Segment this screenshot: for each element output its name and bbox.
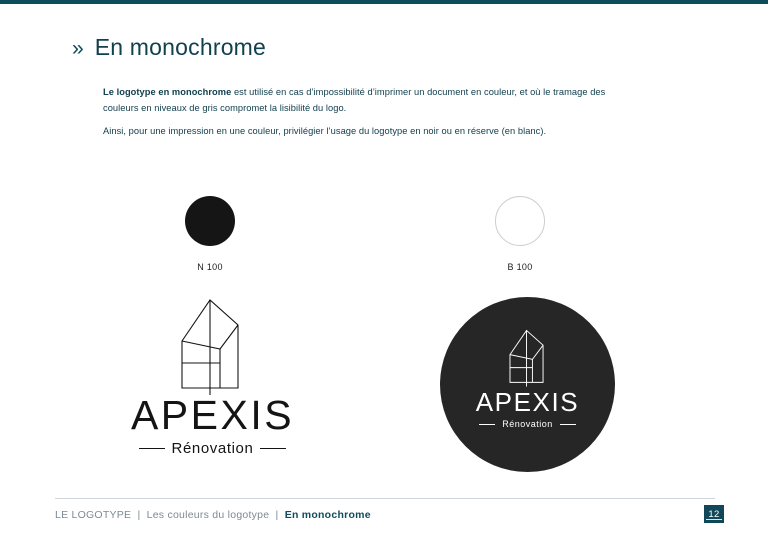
- apexis-house-mark-icon: [160, 295, 265, 400]
- swatch-n100: [160, 196, 260, 272]
- tagline-rule-right-inverted: [560, 424, 576, 425]
- apexis-house-mark-icon-inverted: [497, 327, 559, 392]
- breadcrumb-item-2: Les couleurs du logotype: [146, 509, 270, 521]
- secondary-paragraph: Ainsi, pour une impression en une couleur, privilégier l’usage du logotype en noir ou en réserve (en blanc).: [103, 126, 547, 136]
- breadcrumb-item-1: LE LOGOTYPE: [55, 509, 132, 521]
- intro-paragraph: [103, 85, 633, 116]
- logo-black-on-white: [120, 295, 305, 475]
- apexis-tagline-row-inverted: [440, 419, 615, 429]
- apexis-wordmark-text-inverted: APEXIS: [475, 387, 580, 417]
- intro-paragraph-bold: Le logotype en monochrome: [103, 87, 232, 97]
- breadcrumb-separator-1: |: [137, 509, 141, 521]
- swatch-disc-white: [495, 196, 545, 246]
- apexis-wordmark-inverted: [440, 389, 615, 429]
- footer-divider: [55, 498, 715, 499]
- top-accent-rule: [0, 0, 768, 4]
- swatch-disc-black: [185, 196, 235, 246]
- tagline-rule-right: [260, 448, 286, 449]
- intro-paragraph-rest: est utilisé en cas d’impossibilité d’imprimer un document en couleur, et où le tramage des couleurs en niveaux de gris compromet la lisibilité du logo.: [103, 87, 606, 113]
- apexis-wordmark: [120, 392, 305, 457]
- apexis-wordmark-text: APEXIS: [130, 392, 295, 438]
- apexis-tagline-text-inverted: Rénovation: [502, 419, 553, 429]
- breadcrumb-item-current: En monochrome: [284, 509, 371, 521]
- page-number-badge: 12: [704, 505, 724, 523]
- page-title: En monochrome: [94, 34, 267, 60]
- tagline-rule-left-inverted: [479, 424, 495, 425]
- breadcrumb-separator-2: |: [275, 509, 279, 521]
- page-title-row: [72, 34, 266, 61]
- swatch-b100: [470, 196, 570, 272]
- logo-white-on-dark-circle: [440, 297, 615, 472]
- double-chevron-right-icon: »: [72, 37, 84, 60]
- swatch-label-n100: N 100: [197, 262, 223, 272]
- breadcrumb: [55, 509, 371, 521]
- apexis-tagline-text: Rénovation: [171, 440, 254, 457]
- apexis-tagline-row: [120, 440, 305, 457]
- tagline-rule-left: [139, 448, 165, 449]
- swatch-label-b100: B 100: [507, 262, 533, 272]
